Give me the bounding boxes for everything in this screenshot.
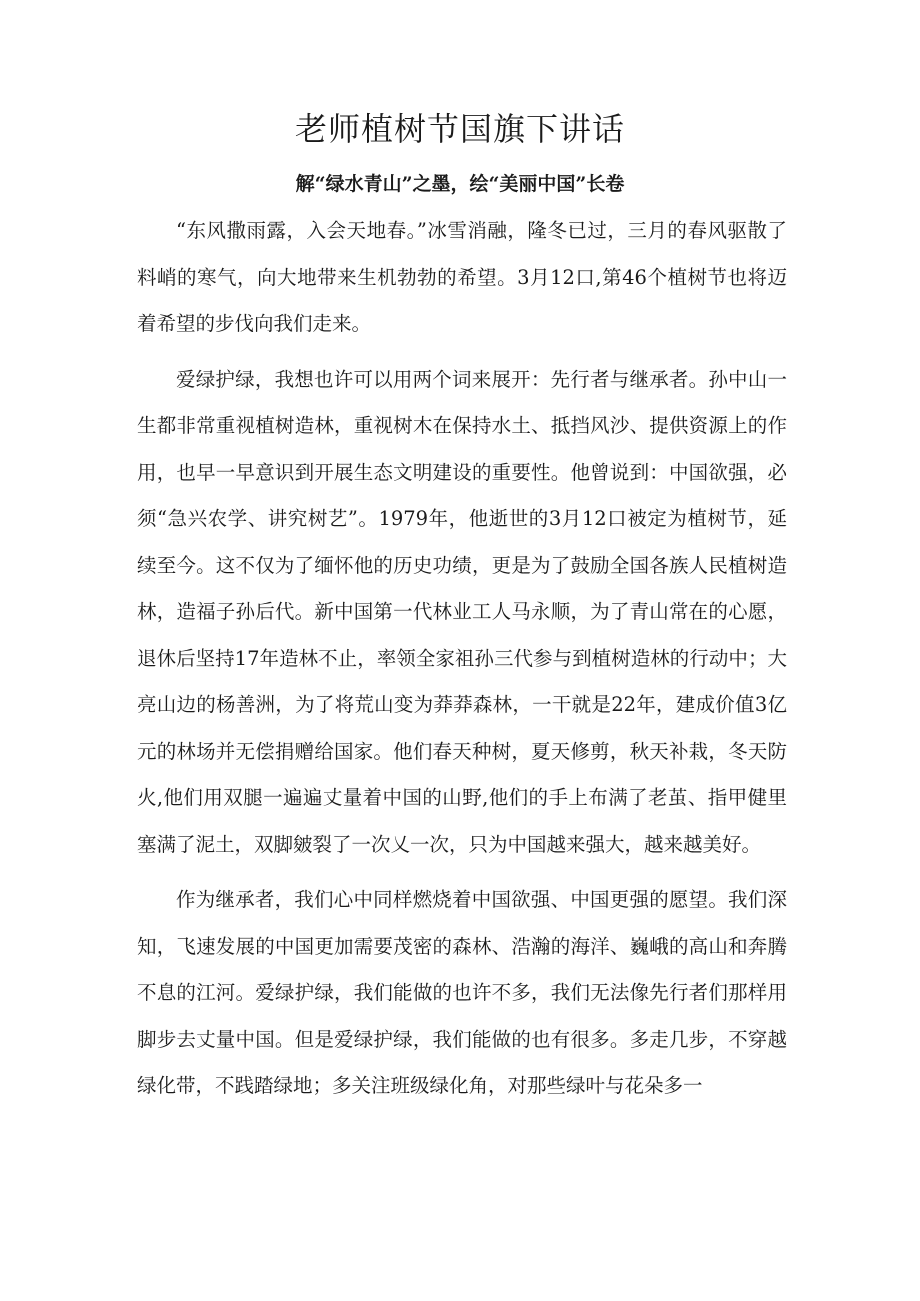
document-subtitle: 解“绿水青山”之墨，绘“美丽中国”长卷 <box>295 173 625 195</box>
paragraph-pioneers: 爱绿护绿，我想也许可以用两个词来展开：先行者与继承者。孙中山一生都非常重视植树造林，重视树木在保持水土、抵挡风沙、提供资源上的作用，也早一早意识到开展生态文明建设的重要性。他曾说到：中国欲强，必须“急兴农学、讲究树艺”。1979年，他逝世的3月12口被定为植树节，延续至今。这不仅为了缅怀他的历史功绩，更是为了鼓励全国各族人民植树造林，造福子孙后代。新中国第一代林业工人马永顺，为了青山常在的心愿，退休后坚持17年造林不止，率领全家祖孙三代参与到植树造林的行动中；大亮山边的杨善洲，为了将荒山变为莽莽森林，一干就是22年，建成价值3亿元的林场并无偿捐赠给国家。他们春天种树，夏天修剪，秋天补栽，冬天防火,他们用双腿一遍遍丈量着中国的山野,他们的手上布满了老茧、指甲健里塞满了泥土，双脚皴裂了一次乂一次，只为中国越来强大，越来越美好。 <box>137 367 787 856</box>
paragraph-intro: “东风撒雨露，入会天地春。”冰雪消融，隆冬已过，三月的春风驱散了料峭的寒气，向大地带来生机勃勃的希望。3月12口,第46个植树节也将迈着希望的步伐向我们走来。 <box>137 219 787 335</box>
paragraph-successors: 作为继承者，我们心中同样燃烧着中国欲强、中国更强的愿望。我们深知，飞速发展的中国更加需要茂密的森林、浩瀚的海洋、巍峨的高山和奔腾不息的江河。爱绿护绿，我们能做的也许不多，我们无法像先行者们那样用脚步去丈量中国。但是爱绿护绿，我们能做的也有很多。多走几步，不穿越绿化带，不践踏绿地；多关注班级绿化角，对那些绿叶与花朵多一 <box>137 888 787 1097</box>
document-title: 老师植树节国旗下讲话 <box>294 110 625 148</box>
document-body <box>137 208 787 1110</box>
